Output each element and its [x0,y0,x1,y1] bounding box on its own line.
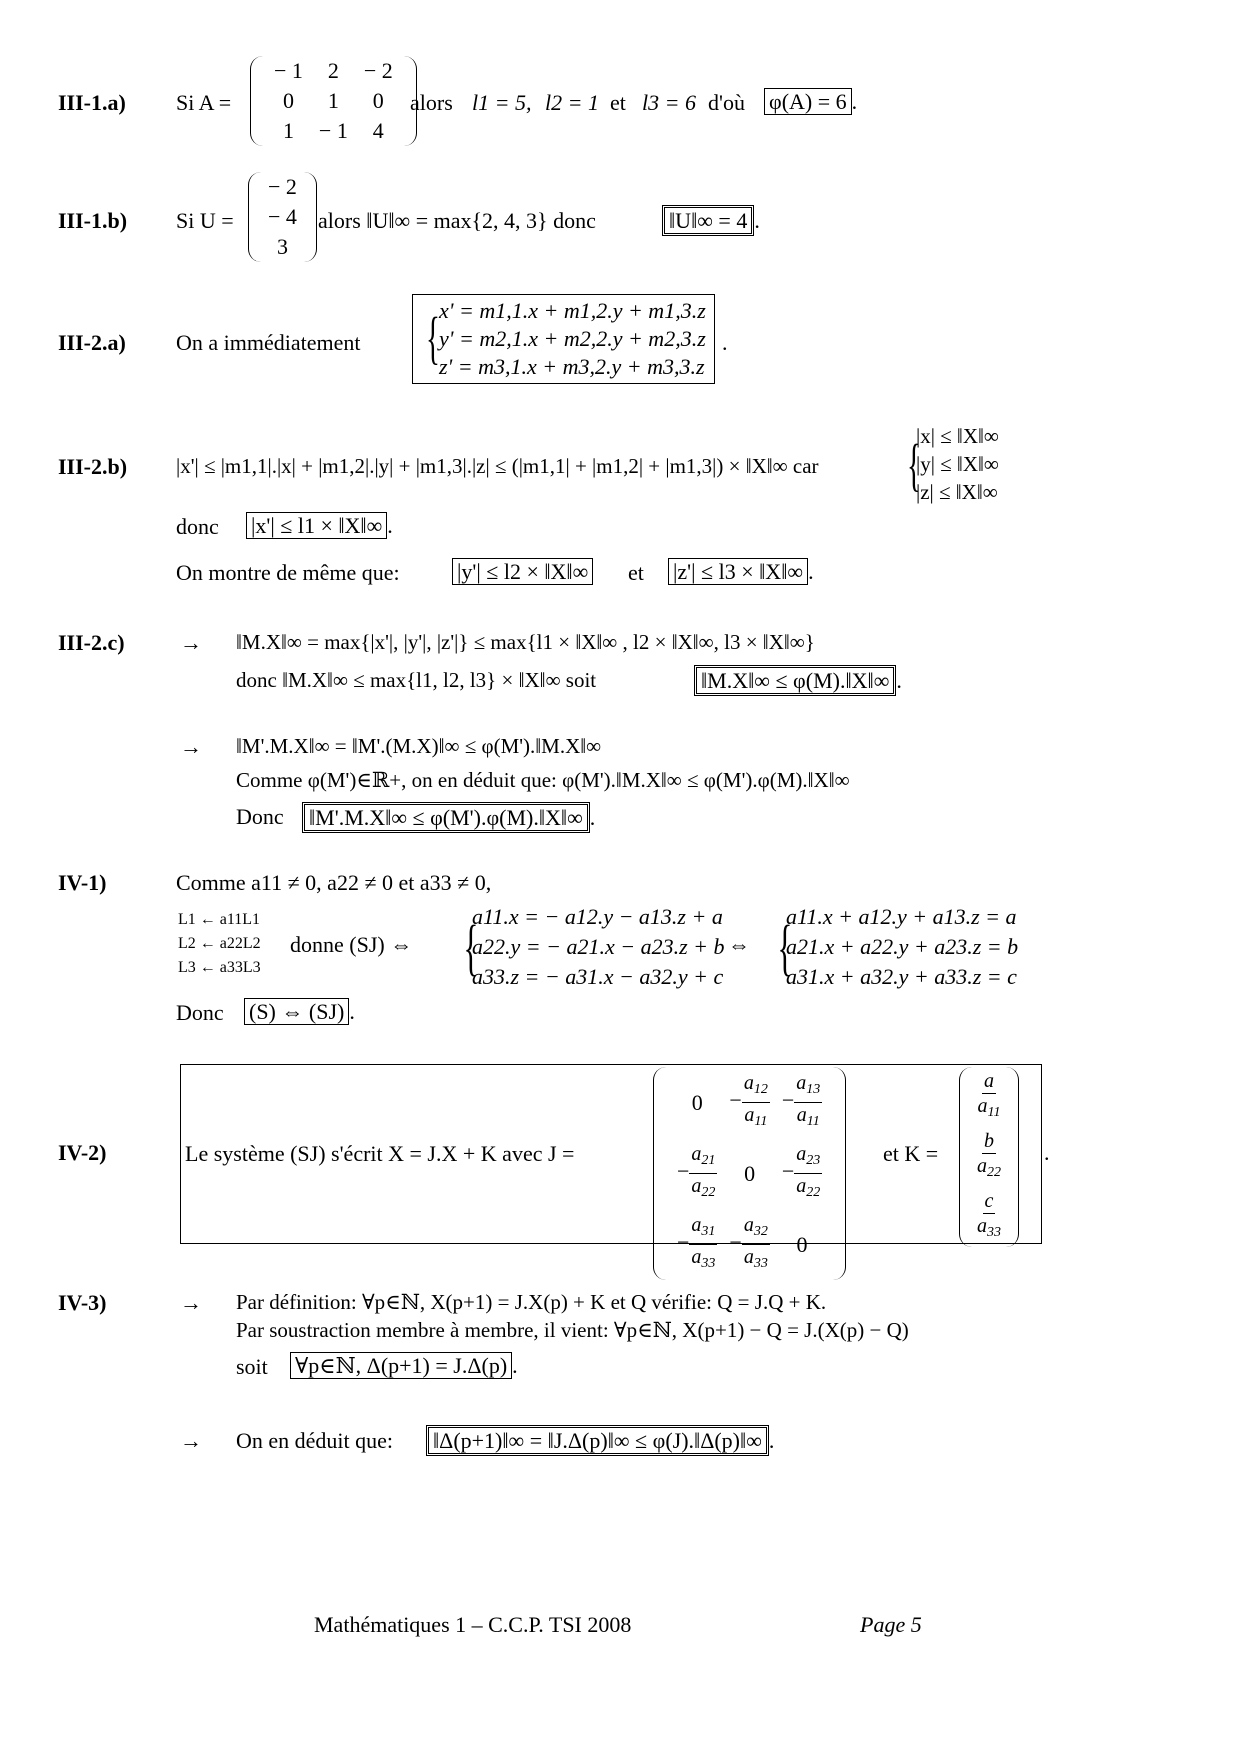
text: ⇔ [728,932,750,957]
section-iii1b [0,172,1240,264]
l2: l2 = 1 [545,90,599,115]
vector-cell: − 2 [268,174,297,199]
label-iii1b: III-1.b) [58,208,128,233]
section-iii1a [0,56,1240,148]
matrix-cell: 0 [282,88,294,113]
matrix-cell: 1 [327,88,339,113]
text: alors ‖U‖∞ = max{2, 4, 3} donc [318,208,596,233]
vector-k: $\frac{a}{a_{11}}$ $\frac{b}{a_{22}}$ $\frac{c}{a_{33}}$ [959,1067,1019,1247]
section-iii2b [0,418,1240,598]
text: Donc [176,1000,224,1025]
line: ‖M'.M.X‖∞ = ‖M'.(M.X)‖∞ ≤ φ(M').‖M.X‖∞ [236,734,602,758]
text: Si A = [176,90,232,115]
vector-u [248,172,317,262]
footer-text: Mathématiques 1 – C.C.P. TSI 2008 [314,1612,632,1637]
text: soit [236,1354,268,1379]
arrow: → [180,1428,202,1453]
text: Le système (SJ) s'écrit X = J.X + K avec J = [185,1141,575,1166]
arrow: → [180,1290,202,1315]
section-iii2a: III-2.a) On a immédiatement { x' = m1,1.x + m1,2.y + m1,3.z y' = m2,1.x + m2,2.y + m2,3.z z' = m3,1.x + m3,2.y + m3,3.z . [0,292,1240,384]
label-iv3: IV-3) [58,1290,107,1315]
inequality: |x'| ≤ |m1,1|.|x| + |m1,2|.|y| + |m1,3|.|z| ≤ (|m1,1| + |m1,2| + |m1,3|) × ‖X‖∞ car [176,454,819,478]
section-iv1 [0,868,1240,1028]
system-s: { a11.x + a12.y + a13.z = a a21.x + a22.y + a23.z = b a31.x + a32.y + a33.z = c [777,904,1019,989]
text: On a immédiatement [176,330,361,355]
text: et [610,90,626,115]
text: Donc [236,804,284,829]
text: d'où [708,90,745,115]
text: On montre de même que: [176,560,400,585]
result-box: ‖U‖∞ = 4 . [662,205,760,236]
line: ‖M.X‖∞ = max{|x'|, |y'|, |z'|} ≤ max{l1 × ‖X‖∞ , l2 × ‖X‖∞, l3 × ‖X‖∞} [236,630,815,654]
text: alors [410,90,453,115]
eq: z' = m3,1.x + m3,2.y + m3,3.z [439,354,705,379]
text: donc [176,514,219,539]
matrix-j: 0 − $\frac{a_{12}}{a_{11}}$ − $\frac{a_{13}}{a_{11}}$ − $\frac{a_{21}}{a_{22}}$ 0 − $\frac{a_{23}}{a_{22}}$ − $\frac{a_{31}}{a_{33}}$ − $\frac{a_{32}}{a_{33}}$ 0 [653,1067,846,1280]
text: donne (SJ) ⇔ [290,932,413,957]
matrix-a [250,56,417,146]
l3: l3 = 6 [642,90,696,115]
arrow: → [180,630,202,655]
eq: x' = m1,1.x + m1,2.y + m1,3.z [439,298,706,323]
system-sj: { a11.x = − a12.y − a13.z + a a22.y = − a21.x − a23.z + b a33.z = − a31.x − a32.y + c [463,904,725,989]
text: et K = [883,1141,939,1166]
label-iii2b: III-2.b) [58,454,128,479]
matrix-cell: − 1 [318,118,348,143]
result-box [180,1064,1042,1271]
result-box: φ(A) = 6 . [764,88,857,115]
vector-cell: − 4 [268,204,297,229]
result-box: ‖M.X‖∞ ≤ φ(M).‖X‖∞ . [694,665,902,696]
matrix-cell: 1 [282,118,294,143]
result-box: ‖M'.M.X‖∞ ≤ φ(M').φ(M).‖X‖∞ . [302,802,595,833]
result-box: |z'| ≤ l3 × ‖X‖∞ . [668,558,814,585]
line: Par soustraction membre à membre, il vient: ∀p∈ℕ, X(p+1) − Q = J.(X(p) − Q) [236,1318,909,1342]
label-iii2a: III-2.a) [58,330,126,355]
page-number: Page 5 [860,1612,922,1637]
matrix-cell: − 2 [363,58,393,83]
result-box: (S) ⇔ (SJ) . [244,998,355,1025]
vector-cell: 3 [276,234,288,259]
line: Comme φ(M')∈ℝ+, on en déduit que: φ(M').‖M.X‖∞ ≤ φ(M').φ(M).‖X‖∞ [236,768,850,792]
text: On en déduit que: [236,1428,394,1453]
line: donc ‖M.X‖∞ ≤ max{l1, l2, l3} × ‖X‖∞ soit [236,668,597,692]
row-ops: L1 ← a11L1 L2 ← a22L2 L3 ← a33L3 [178,911,261,976]
label-iii2c: III-2.c) [58,630,125,655]
label-iv2: IV-2) [58,1140,107,1165]
text: Si U = [176,208,234,233]
section-iv3 [0,1288,1240,1468]
matrix-cell: 4 [372,118,384,143]
line: Comme a11 ≠ 0, a22 ≠ 0 et a33 ≠ 0, [176,870,492,895]
conditions: { |x| ≤ ‖X‖∞ |y| ≤ ‖X‖∞ |z| ≤ ‖X‖∞ [906,424,999,504]
result-box: ‖Δ(p+1)‖∞ = ‖J.Δ(p)‖∞ ≤ φ(J).‖Δ(p)‖∞ . [426,1425,774,1456]
matrix-cell: 0 [372,88,384,113]
label-iv1: IV-1) [58,870,107,895]
system-box: { x' = m1,1.x + m1,2.y + m1,3.z y' = m2,1.x + m2,2.y + m2,3.z z' = m3,1.x + m3,2.y + m3,3.z [412,294,715,384]
matrix-cell: 2 [327,58,339,83]
result-box: ∀p∈ℕ, Δ(p+1) = J.Δ(p) . [290,1352,518,1379]
arrow: → [180,734,202,759]
result-box: |y'| ≤ l2 × ‖X‖∞ [452,558,593,585]
result-box: |x'| ≤ l1 × ‖X‖∞ . [246,512,393,539]
matrix-cell: − 1 [274,58,303,83]
line: Par définition: ∀p∈ℕ, X(p+1) = J.X(p) + K et Q vérifie: Q = J.Q + K. [236,1290,827,1314]
text: et [628,560,644,585]
section-iii2c [0,628,1240,828]
l1: l1 = 5, [472,90,532,115]
eq: y' = m2,1.x + m2,2.y + m2,3.z [439,326,706,351]
label-iii1a: III-1.a) [58,90,126,115]
section-iv2: IV-2) Le système (SJ) s'écrit X = J.X + K avec J = 0 − $\frac{a_{12}}{a_{11}}$ − $\frac{a_{13}}{a_{11}}$ − $\frac{a_{21}}{a_{22}}$ 0 − $\frac{a_{23}}{a_{22}}$ − $\frac{a_{31}}{a_{33}}$ − $\frac{a_{32}}{a_{33}}$ 0 et K = $\frac{a}{a_{11}}$ $\frac{b}{a_{22}}$ $\frac{c}{a_{33}}$ . [0,1064,1240,1246]
